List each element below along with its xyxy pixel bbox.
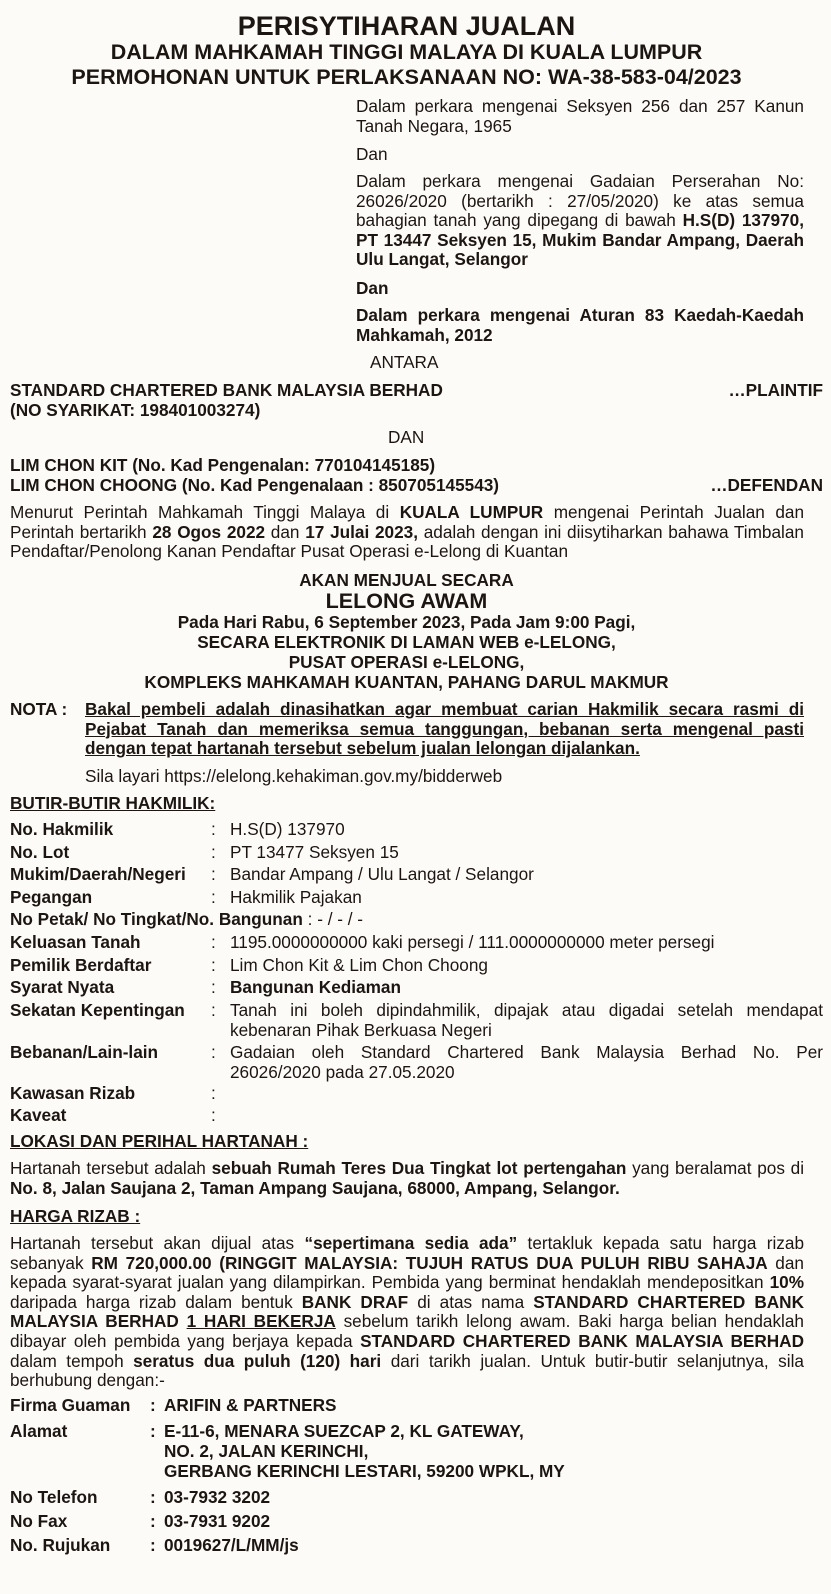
detail-row-hakmilik: No. Hakmilik : H.S(D) 137970 (10, 819, 345, 839)
detail-row-sekatan: Sekatan Kepentingan : Tanah ini boleh dipindahmilik, dipajak atau digadai setelah mendapat kebenaran Pihak Berkuasa Negeri (10, 1000, 823, 1040)
firm-name: ARIFIN & PARTNERS (164, 1395, 337, 1415)
detail-row-mukim: Mukim/Daerah/Negeri : Bandar Ampang / Ulu Langat / Selangor (10, 864, 534, 884)
antara-label: ANTARA (370, 352, 439, 372)
detail-row-kawasan: Kawasan Rizab : (10, 1083, 216, 1103)
telephone-row: No Telefon : 03-7932 3202 (10, 1488, 823, 1508)
matter-court-rules: Dalam perkara mengenai Aturan 83 Kaedah-Kaedah Mahkamah, 2012 (356, 305, 804, 345)
dan-label: DAN (388, 427, 425, 447)
detail-row-kaveat: Kaveat : (10, 1105, 216, 1125)
location-paragraph: Hartanah tersebut adalah sebuah Rumah Teres Dua Tingkat lot pertengahan yang beralamat pos di No. 8, Jalan Saujana 2, Taman Ampang Saujana, 68000, Ampang, Selangor. (10, 1158, 805, 1198)
defendant-role: …DEFENDAN (710, 475, 823, 495)
reserve-heading: HARGA RIZAB : (10, 1206, 141, 1226)
detail-row-lot: No. Lot : PT 13477 Seksyen 15 (10, 842, 399, 862)
reference-number: 0019627/L/MM/js (164, 1535, 299, 1555)
auction-venue: KOMPLEKS MAHKAMAH KUANTAN, PAHANG DARUL MAKMUR (144, 672, 669, 692)
matter-dan-2: Dan (356, 278, 389, 298)
defendant-1: LIM CHON KIT (No. Kad Pengenalan: 770104145185) (10, 455, 436, 475)
detail-row-syarat: Syarat Nyata : Bangunan Kediaman (10, 977, 401, 997)
detail-row-pegangan: Pegangan : Hakmilik Pajakan (10, 887, 362, 907)
nota-text: Bakal pembeli adalah dinasihatkan agar membuat carian Hakmilik secara rasmi di Pejabat Tanah dan memeriksa semua tanggungan, bebanan serta mengenal pasti dengan tepat hartanah tersebut sebelum jualan lelongan dijalankan. (85, 699, 804, 759)
nota-label: NOTA : (10, 699, 68, 719)
court-heading: DALAM MAHKAMAH TINGGI MALAYA DI KUALA LUMPUR (110, 40, 703, 64)
reserve-price: RM 720,000.00 (RINGGIT MALAYSIA: TUJUH RATUS DUA PULUH RIBU SAHAJA (91, 1252, 768, 1273)
defendant-block (10, 456, 823, 496)
fax-number: 03-7931 9202 (164, 1511, 271, 1531)
plaintiff-name: STANDARD CHARTERED BANK MALAYSIA BERHAD (10, 380, 443, 400)
fax-row: No Fax : 03-7931 9202 (10, 1512, 823, 1532)
property-address: No. 8, Jalan Saujana 2, Taman Ampang Saujana, 68000, Ampang, Selangor. (10, 1177, 620, 1198)
address-row: Alamat : E-11-6, MENARA SUEZCAP 2, KL GATEWAY, NO. 2, JALAN KERINCHI, GERBANG KERINCHI LESTARI, 59200 WPKL, MY (10, 1421, 565, 1481)
defendant-2: LIM CHON CHOONG (No. Kad Pengenalaan : 850705145543) (10, 475, 500, 495)
matter-charge: Dalam perkara mengenai Gadaian Perserahan No: 26026/2020 (bertarikh : 27/05/2020) ke atas semua bahagian tanah yang dipegang di bawah H.S(D) 137970, PT 13447 Seksyen 15, Mukim Bandar Ampang, Daerah Ulu Langat, Selangor (356, 171, 804, 270)
matter-land-code: Dalam perkara mengenai Seksyen 256 dan 257 Kanun Tanah Negara, 1965 (356, 96, 804, 136)
document-title: PERISYTIHARAN JUALAN (237, 11, 576, 41)
telephone-number: 03-7932 3202 (164, 1487, 271, 1507)
reference-row: No. Rujukan : 0019627/L/MM/js (10, 1536, 823, 1556)
plaintiff-role: …PLAINTIF (728, 380, 823, 400)
order-paragraph: Menurut Perintah Mahkamah Tinggi Malaya di KUALA LUMPUR mengenai Perintah Jualan dan Perintah bertarikh 28 Ogos 2022 dan 17 Julai 2023, adalah dengan ini diisytiharkan bahawa Timbalan Pendaftar/Penolong Kanan Pendaftar Pusat Operasi e-Lelong di Kuantan (10, 502, 805, 562)
firm-row: Firma Guaman : ARIFIN & PARTNERS (10, 1396, 823, 1416)
auction-line-5: PUSAT OPERASI e-LELONG, (288, 652, 525, 672)
application-number: PERMOHONAN UNTUK PERLAKSANAAN NO: WA-38-583-04/2023 (71, 65, 742, 89)
property-title-reference: H.S(D) 137970, PT 13447 Seksyen 15, Mukim Bandar Ampang, Daerah Ulu Langat, Selangor (356, 210, 804, 270)
detail-row-pemilik: Pemilik Berdaftar : Lim Chon Kit & Lim Chon Choong (10, 955, 488, 975)
plaintiff-block (10, 381, 823, 421)
detail-row-keluasan: Keluasan Tanah : 1195.0000000000 kaki persegi / 111.0000000000 meter persegi (10, 932, 715, 952)
auction-line-2: LELONG AWAM (325, 589, 488, 613)
detail-row-petak: No Petak/ No Tingkat/No. Bangunan : - / - / - (10, 909, 364, 929)
reserve-paragraph: Hartanah tersebut akan dijual atas “sepertimana sedia ada” tertakluk kepada satu harga rizab sebanyak RM 720,000.00 (RINGGIT MALAYSIA: TUJUH RATUS DUA PULUH RIBU SAHAJA dan kepada syarat-syarat jualan yang dilampirkan. Pembida yang berminat hendaklah mendepositkan 10% daripada harga rizab dalam bentuk BANK DRAF di atas nama STANDARD CHARTERED BANK MALAYSIA BERHAD 1 HARI BEKERJA sebelum tarikh lelong awam. Baki harga belian hendaklah dibayar oleh pembida yang berjaya kepada STANDARD CHARTERED BANK MALAYSIA BERHAD dalam tempoh seratus dua puluh (120) hari dari tarikh jualan. Untuk butir-butir selanjutnya, sila berhubung dengan:- (10, 1233, 805, 1391)
auction-line-1: AKAN MENJUAL SECARA (299, 570, 514, 590)
plaintiff-registration: (NO SYARIKAT: 198401003274) (10, 400, 261, 420)
detail-row-bebanan: Bebanan/Lain-lain : Gadaian oleh Standard Chartered Bank Malaysia Berhad No. Per 26026/2020 pada 27.05.2020 (10, 1042, 823, 1082)
location-heading: LOKASI DAN PERIHAL HARTANAH : (10, 1131, 309, 1151)
nota-website[interactable]: Sila layari https://elelong.kehakiman.gov.my/bidderweb (85, 766, 503, 786)
matter-dan-1: Dan (356, 144, 388, 164)
title-details-heading: BUTIR-BUTIR HAKMILIK: (10, 793, 216, 813)
auction-line-4: SECARA ELEKTRONIK DI LAMAN WEB e-LELONG, (197, 632, 616, 652)
auction-date: Pada Hari Rabu, 6 September 2023, Pada Jam 9:00 Pagi, (177, 612, 636, 632)
